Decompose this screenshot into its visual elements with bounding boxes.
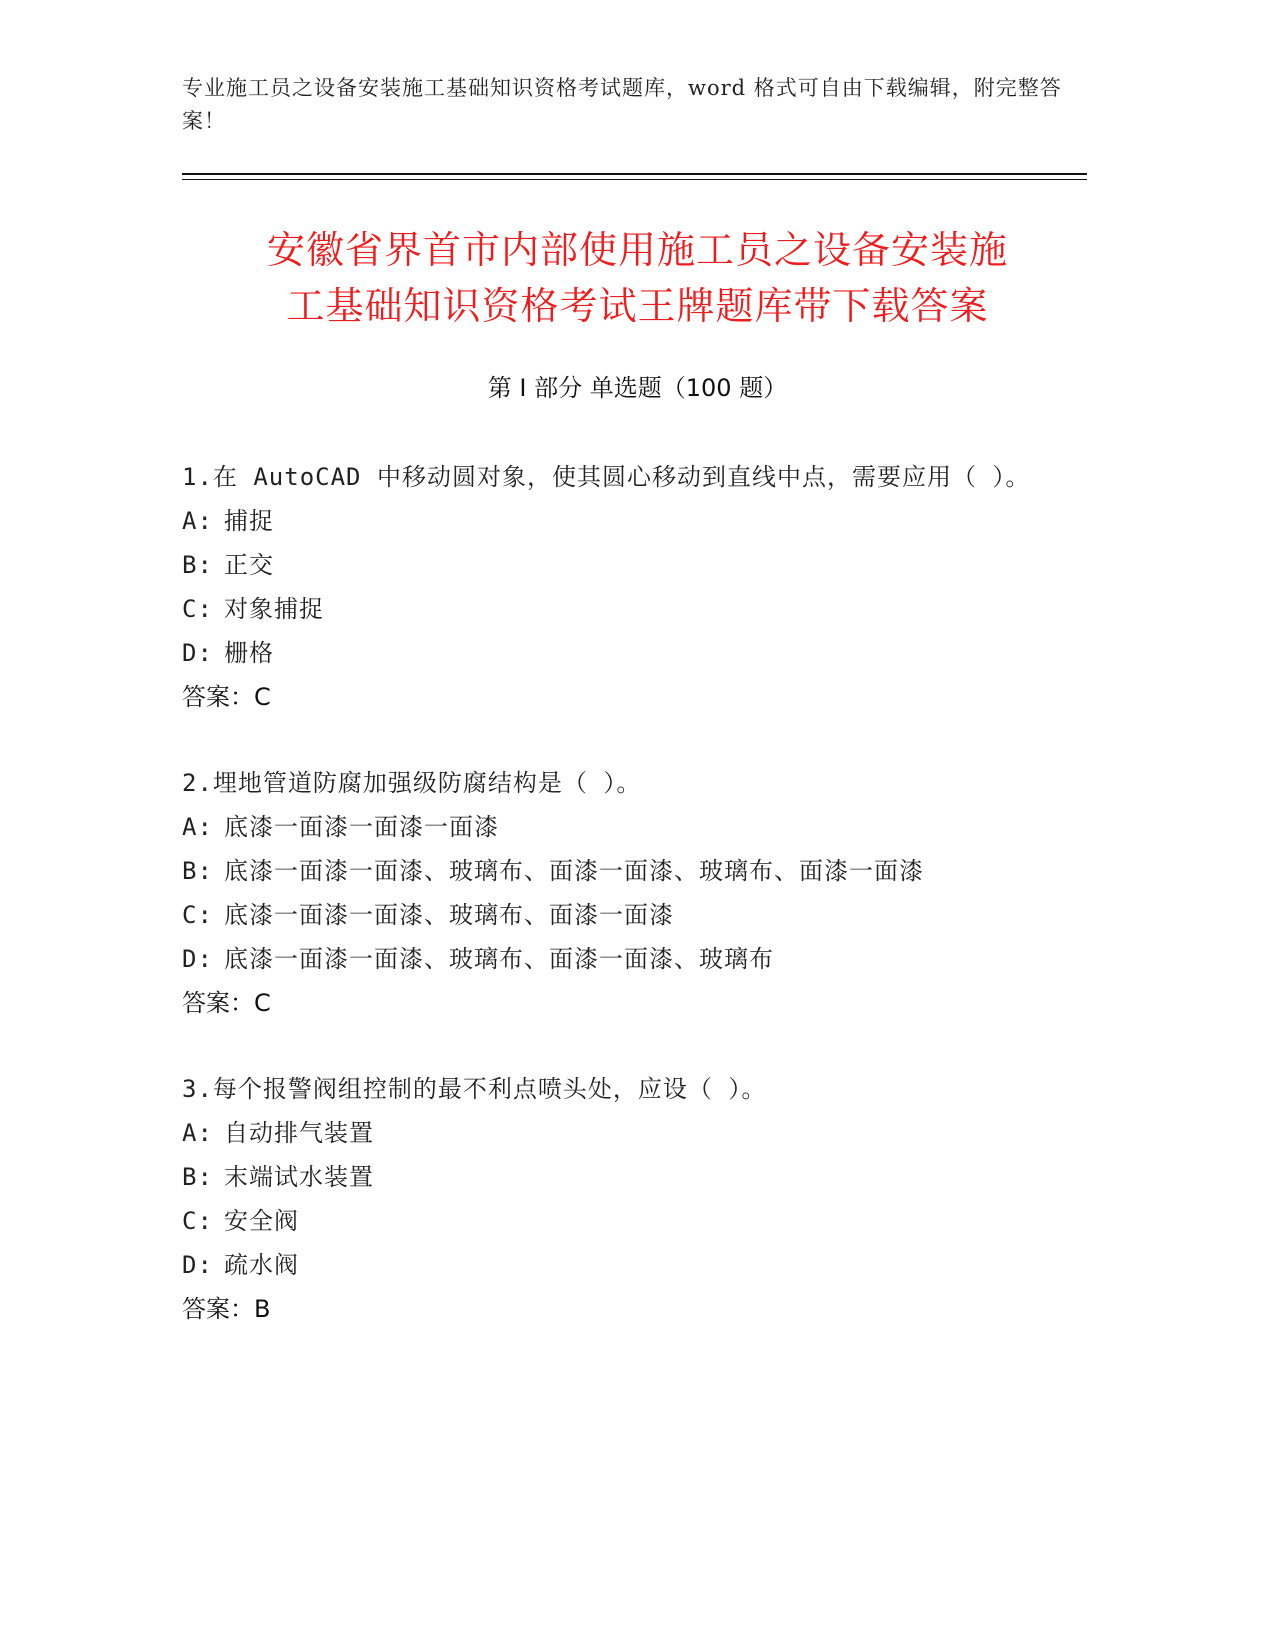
answer: 答案：C <box>182 989 271 1017</box>
option-text: 底漆一面漆一面漆、玻璃布、面漆一面漆、玻璃布 <box>224 945 774 973</box>
answer: 答案：C <box>182 683 271 711</box>
option-label: A: <box>182 507 213 535</box>
option-label: A: <box>182 813 213 841</box>
option-text: 捕捉 <box>224 507 274 535</box>
option-text: 疏水阀 <box>224 1251 299 1279</box>
option-label: A: <box>182 1119 213 1147</box>
option-label: B: <box>182 551 213 579</box>
question-2 <box>182 761 1062 1025</box>
option-d <box>182 1243 1062 1287</box>
question-stem: 2.埋地管道防腐加强级防腐结构是（ ）。 <box>182 769 642 797</box>
question-list <box>182 455 1062 1373</box>
option-label: D: <box>182 945 213 973</box>
option-text: 安全阀 <box>224 1207 299 1235</box>
option-label: C: <box>182 595 213 623</box>
document-title <box>150 222 1125 334</box>
header-note: 专业施工员之设备安装施工基础知识资格考试题库，word 格式可自由下载编辑，附完整答案！ <box>182 76 1062 133</box>
answer: 答案：B <box>182 1295 271 1323</box>
option-a <box>182 1111 1062 1155</box>
option-label: B: <box>182 857 213 885</box>
option-text: 正交 <box>224 551 274 579</box>
option-label: C: <box>182 1207 213 1235</box>
option-b <box>182 1155 1062 1199</box>
option-text: 末端试水装置 <box>224 1163 374 1191</box>
option-label: C: <box>182 901 213 929</box>
option-text: 底漆一面漆一面漆一面漆 <box>224 813 499 841</box>
option-text: 对象捕捉 <box>224 595 324 623</box>
title-line-1: 安徽省界首市内部使用施工员之设备安装施 <box>266 228 1008 272</box>
option-text: 自动排气装置 <box>224 1119 374 1147</box>
question-3 <box>182 1067 1062 1331</box>
question-stem: 3.每个报警阀组控制的最不利点喷头处，应设（ ）。 <box>182 1075 767 1103</box>
option-c <box>182 1199 1062 1243</box>
header-rule-thin <box>182 179 1087 180</box>
option-d <box>182 631 1062 675</box>
header-rule-thick <box>182 173 1087 175</box>
option-a <box>182 805 1062 849</box>
option-text: 底漆一面漆一面漆、玻璃布、面漆一面漆、玻璃布、面漆一面漆 <box>224 857 924 885</box>
question-stem: 1.在 AutoCAD 中移动圆对象，使其圆心移动到直线中点，需要应用（ ）。 <box>182 463 1031 491</box>
option-label: B: <box>182 1163 213 1191</box>
option-label: D: <box>182 1251 213 1279</box>
section-title: 第 I 部分 单选题（100 题） <box>487 374 788 402</box>
option-text: 栅格 <box>224 639 274 667</box>
option-d <box>182 937 1062 981</box>
title-line-2: 工基础知识资格考试王牌题库带下载答案 <box>286 284 989 328</box>
option-a <box>182 499 1062 543</box>
question-1 <box>182 455 1062 719</box>
option-label: D: <box>182 639 213 667</box>
option-c <box>182 587 1062 631</box>
option-b <box>182 849 1062 893</box>
option-text: 底漆一面漆一面漆、玻璃布、面漆一面漆 <box>224 901 674 929</box>
option-c <box>182 893 1062 937</box>
option-b <box>182 543 1062 587</box>
